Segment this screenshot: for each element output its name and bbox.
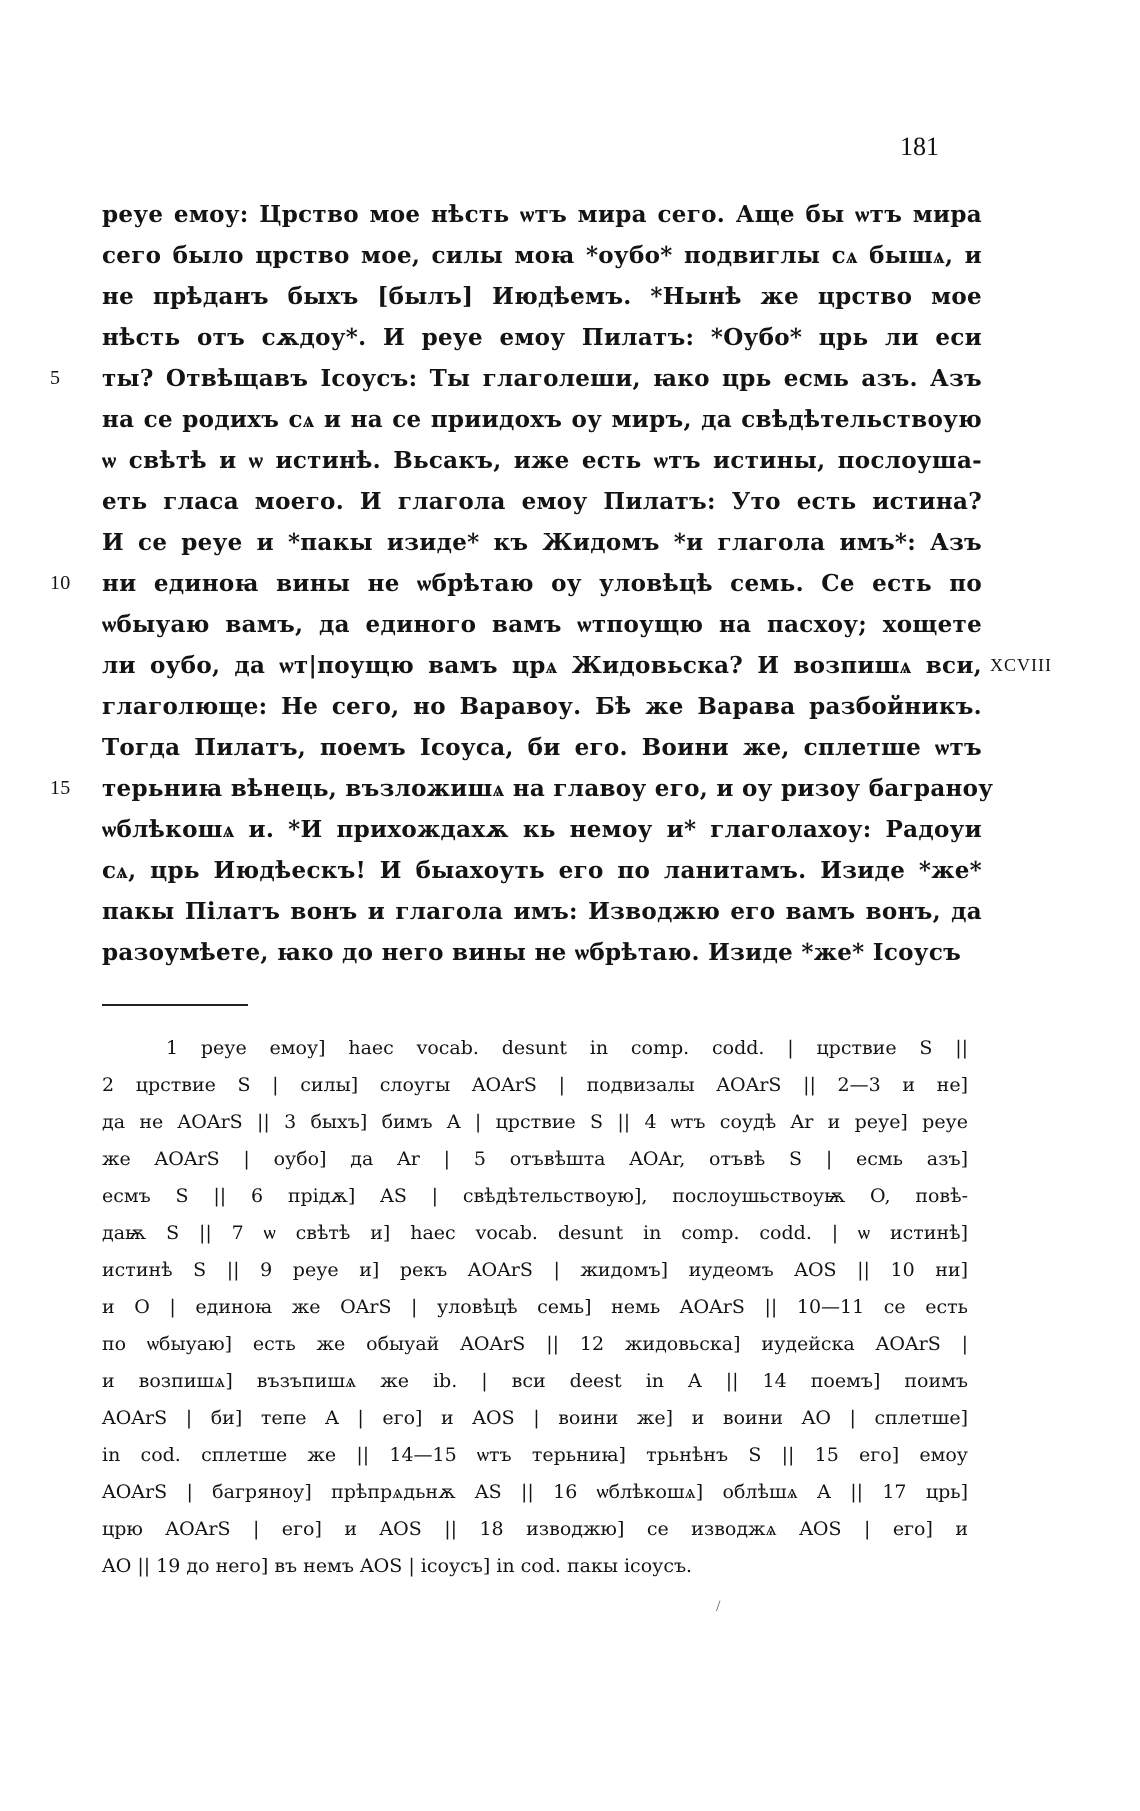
text-line	[50, 563, 982, 604]
line-text: сего было црство мое, силы моꙗ *оубо* подвиглы сѧ бышѧ, и	[102, 242, 982, 269]
line-text: ни единоꙗ вины не ѡбрѣтаю оу уловѣцѣ семь. Се есть по	[102, 570, 982, 597]
margin-folio-note: XCVIII	[990, 655, 1052, 675]
footnote-line: AO || 19 до него] въ немъ AOS | ісоусъ] in cod. пакы ісоусъ.	[102, 1555, 693, 1577]
footnote-line: и O | единоꙗ же OArS | уловѣцѣ семь] немь AOArS || 10—11 се есть	[102, 1296, 968, 1318]
text-line	[102, 194, 982, 235]
text-line	[102, 481, 982, 522]
footnote-separator	[102, 1004, 248, 1006]
text-line	[102, 276, 982, 317]
page-number: 181	[900, 132, 939, 161]
text-line	[102, 727, 982, 768]
text-line	[102, 891, 982, 932]
text-line	[102, 604, 982, 645]
text-line	[50, 768, 994, 809]
line-text: ты? Отвѣщавъ Ісоусъ: Ты глаголеши, ꙗко црь есмь азъ. Азъ	[102, 365, 982, 392]
footnotes-block	[102, 1030, 968, 1585]
line-text: на се родихъ сѧ и на се приидохъ оу миръ, да свѣдѣтельствоую	[102, 406, 982, 433]
footnote-line: по ѡбыуаю] есть же обыуай AOArS || 12 жидовьска] иудейска AOArS |	[102, 1333, 968, 1355]
text-line	[102, 850, 982, 891]
line-text: не прѣданъ быхъ [былъ] Июдѣемъ. *Нынѣ же црство мое	[102, 283, 982, 310]
footnote-line: даѭ S || 7 ѡ свѣтѣ и] haec vocab. desunt in comp. codd. | ѡ истинѣ]	[102, 1222, 968, 1244]
text-line	[102, 235, 982, 276]
line-text: пакы Пілатъ вонъ и глагола имъ: Изводжю его вамъ вонъ, да	[102, 898, 982, 925]
line-text: ѡбыуаю вамъ, да единого вамъ ѡтпоущю на пасхоу; хощете	[102, 611, 982, 638]
text-line	[102, 522, 982, 563]
line-text: ли оубо, да ѡт|поущю вамъ црѧ Жидовьска? И возпишѧ вси,	[102, 652, 982, 679]
text-line	[102, 932, 982, 973]
text-line	[102, 440, 982, 481]
line-number: 5	[50, 367, 61, 389]
line-text: нѣсть отъ сѫдоу*. И реуе емоу Пилатъ: *Оубо* црь ли еси	[102, 324, 982, 351]
text-line	[102, 809, 982, 850]
main-text-block	[50, 194, 1052, 973]
line-text: глаголюще: Не сего, но Варавоу. Бѣ же Варава разбойникъ.	[102, 693, 982, 720]
footnote-line: in cod. сплетше же || 14—15 ѡтъ терьниꙗ] трьнѣнъ S || 15 его] емоу	[102, 1444, 968, 1466]
footnote-line: AOArS | багряноу] прѣпрѧдьнѫ AS || 16 ѡблѣкошѧ] облѣшѧ A || 17 црь]	[102, 1481, 968, 1503]
footnote-line: есмъ S || 6 прідѫ] AS | свѣдѣтельствоую], послоушьствоуѭ O, повѣ-	[102, 1185, 968, 1207]
text-line	[102, 317, 982, 358]
footnote-line: истинѣ S || 9 реуе и] рекъ AOArS | жидомъ] иудеомъ AOS || 10 ни]	[102, 1259, 968, 1281]
text-line	[102, 399, 982, 440]
line-number: 10	[50, 572, 71, 594]
footnote-line: и возпишѧ] възъпишѧ же ib. | вси deest in A || 14 поемъ] поимъ	[102, 1370, 968, 1392]
line-text: И се реуе и *пакы изиде* къ Жидомъ *и глагола имъ*: Азъ	[102, 529, 982, 556]
line-text: разоумѣете, ꙗко до него вины не ѡбрѣтаю. Изиде *же* Ісоусъ	[102, 939, 962, 966]
text-line	[50, 358, 982, 399]
line-text: сѧ, црь Июдѣескъ! И быахоуть его по ланитамъ. Изиде *же*	[102, 857, 982, 884]
text-line	[102, 686, 982, 727]
footnote-line: 2 црствие S | силы] слоугы AOArS | подвизалы AOArS || 2—3 и не]	[102, 1074, 968, 1096]
line-text: реуе емоу: Црство мое нѣсть ѡтъ мира сего. Аще бы ѡтъ мира	[102, 201, 982, 228]
stray-mark: /	[716, 1598, 721, 1615]
line-text: еть гласа моего. И глагола емоу Пилатъ: Уто есть истина?	[102, 488, 982, 515]
line-text: Тогда Пилатъ, поемъ Ісоуса, би его. Воини же, сплетше ѡтъ	[102, 734, 982, 761]
text-line	[102, 645, 1052, 686]
line-text: ѡ свѣтѣ и ѡ истинѣ. Вьсакъ, иже есть ѡтъ истины, послоуша-	[102, 447, 982, 474]
line-number: 15	[50, 777, 71, 799]
footnote-line: же AOArS | оубо] да Ar | 5 отъвѣшта AOAr, отъвѣ S | есмь азъ]	[102, 1148, 968, 1170]
footnote-line: да не AOArS || 3 быхъ] бимъ A | црствие S || 4 ѡтъ соудѣ Ar и реуе] реуе	[102, 1111, 968, 1133]
footnote-line: AOArS | би] тепе A | его] и AOS | воини же] и воини AO | сплетше]	[102, 1407, 968, 1429]
footnote-line: 1 реуе емоу] haec vocab. desunt in comp. codd. | црствие S ||	[166, 1037, 968, 1059]
line-text: ѡблѣкошѧ и. *И прихождахѫ кь немоу и* глаголахоу: Радоуи	[102, 816, 982, 843]
line-text: терьниꙗ вѣнець, възложишѧ на главоу его, и оу ризоу баграноу	[102, 775, 994, 802]
footnote-line: црю AOArS | его] и AOS || 18 изводжю] се изводжѧ AOS | его] и	[102, 1518, 968, 1540]
